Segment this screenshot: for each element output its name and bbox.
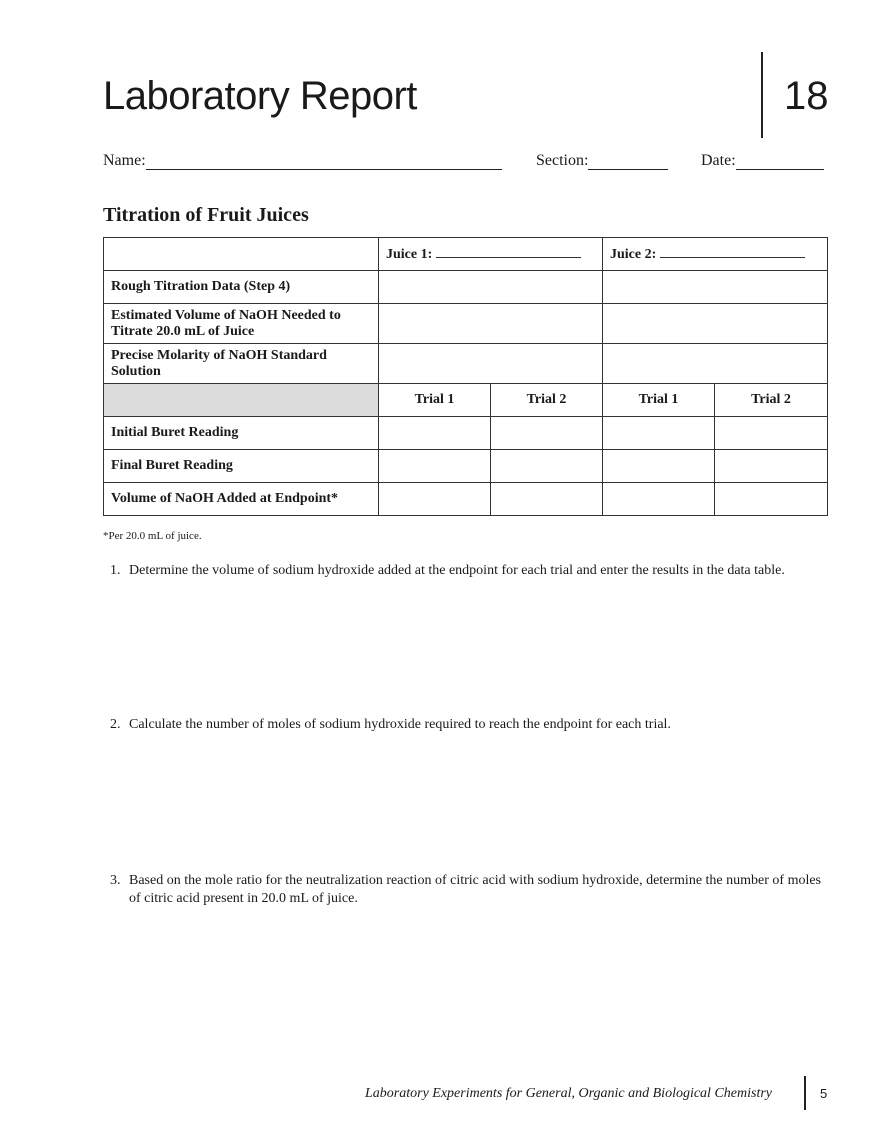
initial-buret-label: Initial Buret Reading — [104, 417, 379, 450]
section-field[interactable] — [536, 152, 668, 170]
date-label: Date: — [701, 152, 736, 169]
juice1-blank[interactable] — [436, 245, 581, 258]
header-divider — [761, 52, 763, 138]
entry-cell[interactable] — [491, 483, 603, 516]
rough-titration-label: Rough Titration Data (Step 4) — [104, 271, 379, 304]
molarity-juice1-cell[interactable] — [379, 344, 603, 384]
juice1-label: Juice 1: — [386, 247, 433, 262]
page-number: 5 — [820, 1086, 828, 1101]
table-row — [104, 304, 828, 344]
entry-cell[interactable] — [491, 450, 603, 483]
table-row — [104, 450, 828, 483]
entry-cell[interactable] — [715, 483, 828, 516]
footer-divider — [804, 1076, 806, 1110]
question-text: Based on the mole ratio for the neutralization reaction of citric acid with sodium hydroxide, determine the number of moles of citric acid present in 20.0 mL of juice. — [129, 873, 822, 906]
question-text: Determine the volume of sodium hydroxide added at the endpoint for each trial and enter the results in the data table. — [129, 563, 785, 578]
page-title: Laboratory Report — [103, 74, 417, 118]
section-label: Section: — [536, 152, 589, 169]
trial-header: Trial 1 — [603, 384, 715, 417]
date-blank[interactable] — [736, 154, 824, 170]
question-3 — [110, 872, 830, 908]
question-1 — [110, 562, 830, 580]
question-number: 3. — [110, 873, 121, 888]
entry-cell[interactable] — [603, 450, 715, 483]
name-label: Name: — [103, 152, 146, 169]
final-buret-label: Final Buret Reading — [104, 450, 379, 483]
chapter-number: 18 — [784, 74, 829, 118]
entry-cell[interactable] — [715, 417, 828, 450]
footer-book-title: Laboratory Experiments for General, Organic and Biological Chemistry — [365, 1086, 772, 1101]
molarity-label: Precise Molarity of NaOH Standard Solution — [104, 344, 379, 384]
juice2-blank[interactable] — [660, 245, 805, 258]
table-row — [104, 483, 828, 516]
trial-header: Trial 2 — [715, 384, 828, 417]
section-title: Titration of Fruit Juices — [103, 204, 309, 226]
volume-naoh-label: Volume of NaOH Added at Endpoint* — [104, 483, 379, 516]
table-row — [104, 417, 828, 450]
name-blank[interactable] — [146, 154, 502, 170]
estimated-juice1-cell[interactable] — [379, 304, 603, 344]
table-row — [104, 344, 828, 384]
molarity-juice2-cell[interactable] — [603, 344, 828, 384]
entry-cell[interactable] — [603, 417, 715, 450]
juice2-label: Juice 2: — [610, 247, 657, 262]
table-row — [104, 384, 828, 417]
juice1-header[interactable] — [379, 238, 603, 271]
question-number: 2. — [110, 717, 121, 732]
table-cell — [104, 238, 379, 271]
trial-header: Trial 1 — [379, 384, 491, 417]
question-number: 1. — [110, 563, 121, 578]
juice2-header[interactable] — [603, 238, 828, 271]
rough-juice1-cell[interactable] — [379, 271, 603, 304]
entry-cell[interactable] — [603, 483, 715, 516]
entry-cell[interactable] — [491, 417, 603, 450]
date-field[interactable] — [701, 152, 824, 170]
trial-header: Trial 2 — [491, 384, 603, 417]
estimated-juice2-cell[interactable] — [603, 304, 828, 344]
table-footnote: *Per 20.0 mL of juice. — [103, 530, 202, 542]
titration-data-table — [103, 237, 828, 516]
section-blank[interactable] — [588, 154, 668, 170]
table-row — [104, 271, 828, 304]
rough-juice2-cell[interactable] — [603, 271, 828, 304]
estimated-volume-label: Estimated Volume of NaOH Needed to Titrate 20.0 mL of Juice — [104, 304, 379, 344]
entry-cell[interactable] — [379, 417, 491, 450]
question-2 — [110, 716, 830, 734]
name-field[interactable] — [103, 152, 502, 170]
entry-cell[interactable] — [379, 450, 491, 483]
shaded-cell — [104, 384, 379, 417]
question-text: Calculate the number of moles of sodium hydroxide required to reach the endpoint for each trial. — [129, 717, 671, 732]
entry-cell[interactable] — [715, 450, 828, 483]
table-row — [104, 238, 828, 271]
entry-cell[interactable] — [379, 483, 491, 516]
